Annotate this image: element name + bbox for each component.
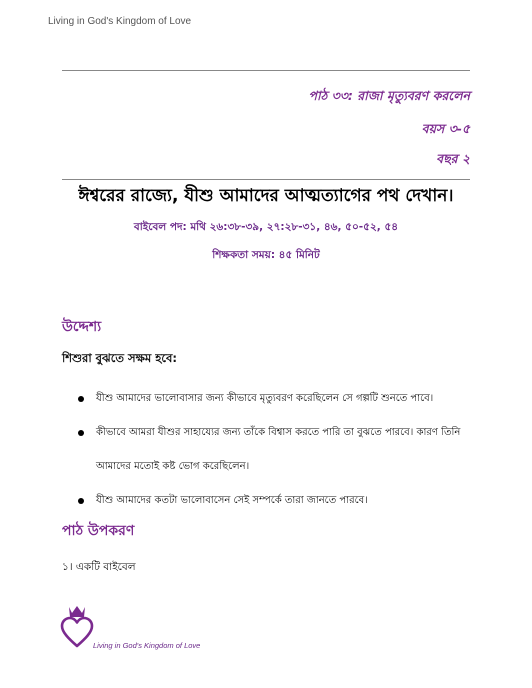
bullet-icon xyxy=(78,498,84,504)
lesson-title: ঈশ্বরের রাজ্যে, যীশু আমাদের আত্মত্যাগের পথ দেখান। xyxy=(78,186,454,206)
objective-item-text: যীশু আমাদের কতটা ভালোবাসেন সেই সম্পর্কে তারা জানতে পারবে। xyxy=(96,495,368,506)
bullet-icon xyxy=(78,430,84,436)
lesson-number: পাঠ ৩৩: রাজা মৃত্যুবরণ করলেন xyxy=(308,88,470,103)
material-item: ১। একটি বাইবেল xyxy=(62,561,136,573)
teaching-time: শিক্ষকতা সময়: ৪৫ মিনিট xyxy=(212,249,320,261)
age-range: বয়স ৩-৫ xyxy=(421,121,470,136)
bullet-icon xyxy=(78,396,84,402)
title-divider xyxy=(62,179,470,180)
objective-item-text: যীশু আমাদের ভালোবাসার জন্য কীভাবে মৃত্যুবরণ করেছিলেন সে গল্পটি শুনতে পাবে। xyxy=(96,393,434,404)
list-item xyxy=(74,416,474,484)
running-header: Living in God's Kingdom of Love xyxy=(48,16,192,27)
materials-heading: পাঠ উপকরণ xyxy=(62,523,135,539)
footer-text: Living in God's Kingdom of Love xyxy=(93,641,201,650)
year-label: বছর ২ xyxy=(436,151,470,166)
list-item xyxy=(74,484,474,518)
bible-passage: বাইবেল পদ: মথি ২৬:৩৮-৩৯, ২৭:২৮-৩১, ৪৬, ৫০-৫২, ৫৪ xyxy=(133,221,399,233)
objective-item-text: কীভাবে আমরা যীশুর সাহায্যের জন্য তাঁকে বিশ্বাস করতে পারি তা বুঝতে পারবে। কারণ তিনি আমাদের মতোই কষ্ট ভোগ করেছিলেন। xyxy=(96,427,461,472)
objective-subheading: শিশুরা বুঝতে সক্ষম হবে: xyxy=(62,351,177,365)
objective-list xyxy=(74,382,474,518)
crown-heart-icon xyxy=(60,604,94,650)
top-divider xyxy=(62,70,470,71)
list-item xyxy=(74,382,474,416)
objective-heading: উদ্দেশ্য xyxy=(62,319,102,335)
